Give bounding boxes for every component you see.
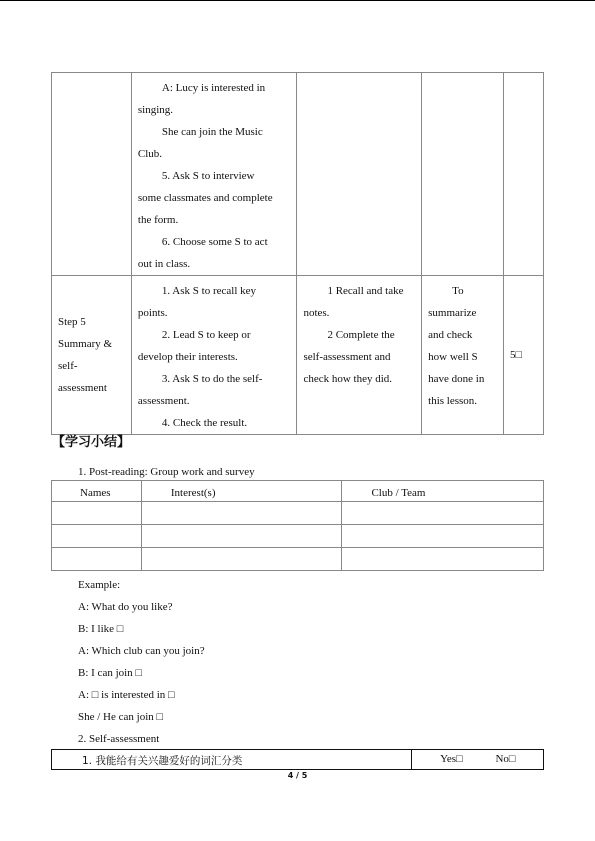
table-cell[interactable] (52, 548, 142, 571)
table-cell[interactable] (141, 502, 342, 525)
table-row (52, 276, 544, 435)
summary-heading: 【学习小结】 (52, 435, 131, 450)
table-cell[interactable] (141, 525, 342, 548)
text-line: Summary & (58, 338, 113, 350)
no-checkbox[interactable]: No□ (495, 753, 516, 765)
time-cell (504, 73, 544, 276)
time-value: 5□ (510, 349, 523, 361)
text-line: 2. Lead S to keep or (161, 329, 251, 341)
text-line: assessment. (137, 395, 190, 407)
text-line: 4. Check the result. (161, 417, 248, 429)
survey-table (51, 480, 544, 571)
assessment-item: 1. 我能给有关兴趣爱好的词汇分类 (52, 750, 412, 770)
step-cell (52, 276, 132, 435)
text-line: To (452, 285, 464, 297)
yes-checkbox[interactable]: Yes□ (440, 753, 463, 765)
text-line: 3. Ask S to do the self- (161, 373, 263, 385)
purpose-cell (422, 73, 504, 276)
teacher-activity-cell (131, 73, 297, 276)
self-assessment-table (51, 749, 544, 770)
table-cell[interactable] (141, 548, 342, 571)
column-header: Interest(s) (141, 481, 342, 502)
table-row (52, 525, 544, 548)
text-line: 5. Ask S to interview (161, 170, 255, 182)
table-row (52, 548, 544, 571)
student-activity-cell (297, 73, 422, 276)
text-line: Club. (137, 148, 163, 160)
text-line: singing. (137, 104, 174, 116)
page-number: 4 / 5 (287, 771, 308, 780)
text-line: notes. (303, 307, 330, 319)
example-line: B: I can join □ (78, 667, 143, 679)
step-cell (52, 73, 132, 276)
top-rule (0, 0, 595, 1)
table-cell[interactable] (342, 548, 544, 571)
example-line: B: I like □ (78, 623, 124, 635)
table-cell[interactable] (52, 502, 142, 525)
table-row (52, 750, 544, 770)
column-header: Names (52, 481, 142, 502)
text-line: 1 Recall and take (327, 285, 404, 297)
text-line: how well S (428, 351, 478, 363)
text-line: A: Lucy is interested in (161, 82, 266, 94)
yes-no-cell (412, 750, 544, 770)
section-title: 1. Post-reading: Group work and survey (78, 466, 255, 478)
text-line: She can join the Music (161, 126, 263, 138)
text-line: 1. Ask S to recall key (161, 285, 257, 297)
table-row (52, 502, 544, 525)
text-line: Step 5 (58, 316, 86, 328)
table-row (52, 73, 544, 276)
text-line: points. (137, 307, 168, 319)
text-line: this lesson. (428, 395, 478, 407)
example-line: She / He can join □ (78, 711, 164, 723)
table-header-row (52, 481, 544, 502)
text-line: summarize (428, 307, 477, 319)
section-title: 2. Self-assessment (78, 733, 160, 745)
text-line: self-assessment and (303, 351, 391, 363)
text-line: the form. (137, 214, 179, 226)
text-line: develop their interests. (137, 351, 238, 363)
table-cell[interactable] (342, 525, 544, 548)
lesson-plan-table (51, 72, 544, 435)
text-line: some classmates and complete (137, 192, 273, 204)
table-cell[interactable] (342, 502, 544, 525)
time-cell (504, 276, 544, 435)
text-line: self- (58, 360, 78, 372)
example-line: A: What do you like? (78, 601, 173, 613)
example-line: A: Which club can you join? (78, 645, 205, 657)
text-line: 6. Choose some S to act (161, 236, 268, 248)
example-line: Example: (78, 579, 121, 591)
example-line: A: □ is interested in □ (78, 689, 175, 701)
text-line: assessment (58, 382, 107, 394)
teacher-activity-cell (131, 276, 297, 435)
purpose-cell (422, 276, 504, 435)
text-line: and check (428, 329, 473, 341)
table-cell[interactable] (52, 525, 142, 548)
text-line: have done in (428, 373, 485, 385)
column-header: Club / Team (342, 481, 544, 502)
text-line: out in class. (137, 258, 191, 270)
text-line: 2 Complete the (327, 329, 395, 341)
text-line: check how they did. (303, 373, 393, 385)
student-activity-cell (297, 276, 422, 435)
